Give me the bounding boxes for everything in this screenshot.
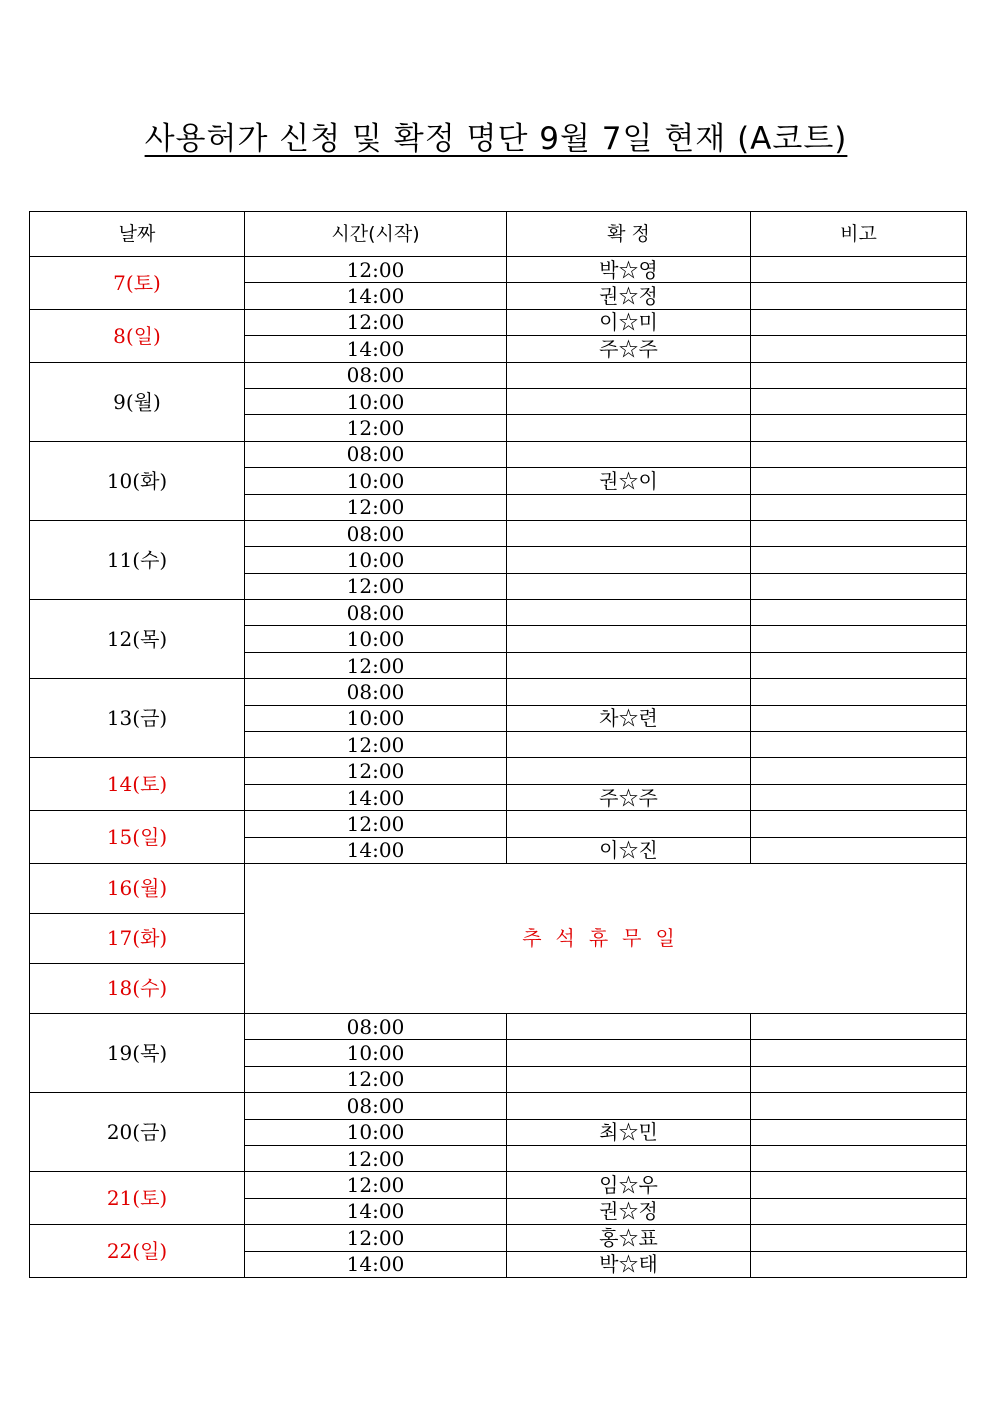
note-cell (751, 679, 967, 705)
note-cell (751, 573, 967, 599)
time-cell: 14:00 (245, 1251, 507, 1277)
slot-row (30, 309, 967, 335)
header-date: 날짜 (30, 212, 245, 257)
slot-row (30, 758, 967, 784)
confirmed-name-cell (507, 626, 751, 652)
confirmed-name-cell (507, 415, 751, 441)
note-cell (751, 758, 967, 784)
time-cell: 12:00 (245, 257, 507, 283)
time-cell: 14:00 (245, 336, 507, 362)
note-cell (751, 811, 967, 837)
time-cell: 12:00 (245, 758, 507, 784)
note-cell (751, 547, 967, 573)
confirmed-name-cell: 홍☆표 (507, 1225, 751, 1251)
confirmed-name-cell (507, 679, 751, 705)
slot-row (30, 600, 967, 626)
date-cell: 12(목) (30, 600, 245, 679)
note-cell (751, 415, 967, 441)
time-cell: 14:00 (245, 283, 507, 309)
time-cell: 08:00 (245, 441, 507, 467)
slot-row (30, 362, 967, 388)
confirmed-name-cell: 권☆이 (507, 468, 751, 494)
confirmed-name-cell (507, 362, 751, 388)
date-cell: 18(수) (30, 963, 245, 1013)
slot-row (30, 520, 967, 546)
time-cell: 14:00 (245, 837, 507, 863)
confirmed-name-cell: 권☆정 (507, 1198, 751, 1224)
time-cell: 10:00 (245, 1040, 507, 1066)
confirmed-name-cell (507, 1040, 751, 1066)
header-note: 비고 (751, 212, 967, 257)
time-cell: 12:00 (245, 415, 507, 441)
note-cell (751, 652, 967, 678)
confirmed-name-cell (507, 600, 751, 626)
slot-row (30, 1013, 967, 1039)
confirmed-name-cell (507, 547, 751, 573)
slot-row (30, 811, 967, 837)
note-cell (751, 1040, 967, 1066)
confirmed-name-cell (507, 494, 751, 520)
confirmed-name-cell (507, 1145, 751, 1171)
time-cell: 12:00 (245, 1145, 507, 1171)
date-cell: 9(월) (30, 362, 245, 441)
confirmed-name-cell (507, 520, 751, 546)
note-cell (751, 784, 967, 810)
note-cell (751, 1172, 967, 1198)
note-cell (751, 837, 967, 863)
note-cell (751, 600, 967, 626)
header-confirmed: 확 정 (507, 212, 751, 257)
note-cell (751, 388, 967, 414)
holiday-text: 추석휴무일 (522, 926, 689, 951)
date-cell: 16(월) (30, 863, 245, 913)
confirmed-name-cell: 주☆주 (507, 784, 751, 810)
time-cell: 08:00 (245, 1093, 507, 1119)
date-cell: 21(토) (30, 1172, 245, 1225)
time-cell: 10:00 (245, 626, 507, 652)
slot-row (30, 1172, 967, 1198)
time-cell: 12:00 (245, 1225, 507, 1251)
note-cell (751, 705, 967, 731)
note-cell (751, 441, 967, 467)
note-cell (751, 468, 967, 494)
time-cell: 14:00 (245, 1198, 507, 1224)
slot-row (30, 257, 967, 283)
time-cell: 12:00 (245, 309, 507, 335)
time-cell: 12:00 (245, 811, 507, 837)
note-cell (751, 1066, 967, 1092)
date-cell: 22(일) (30, 1225, 245, 1278)
time-cell: 10:00 (245, 1119, 507, 1145)
slot-row (30, 679, 967, 705)
time-cell: 08:00 (245, 362, 507, 388)
time-cell: 10:00 (245, 705, 507, 731)
date-cell: 17(화) (30, 913, 245, 963)
time-cell: 12:00 (245, 573, 507, 599)
confirmed-name-cell (507, 1093, 751, 1119)
note-cell (751, 1251, 967, 1277)
date-cell: 13(금) (30, 679, 245, 758)
header-row (30, 212, 967, 257)
time-cell: 12:00 (245, 1172, 507, 1198)
confirmed-name-cell: 이☆미 (507, 309, 751, 335)
time-cell: 10:00 (245, 547, 507, 573)
confirmed-name-cell (507, 441, 751, 467)
confirmed-name-cell: 권☆정 (507, 283, 751, 309)
schedule-body (30, 257, 967, 1278)
holiday-label (245, 863, 967, 1013)
time-cell: 08:00 (245, 520, 507, 546)
confirmed-name-cell (507, 1066, 751, 1092)
confirmed-name-cell (507, 1013, 751, 1039)
confirmed-name-cell: 임☆우 (507, 1172, 751, 1198)
date-cell: 15(일) (30, 811, 245, 864)
time-cell: 08:00 (245, 1013, 507, 1039)
note-cell (751, 1013, 967, 1039)
confirmed-name-cell (507, 573, 751, 599)
date-cell: 19(목) (30, 1013, 245, 1092)
time-cell: 10:00 (245, 468, 507, 494)
time-cell: 12:00 (245, 652, 507, 678)
page-title: 사용허가 신청 및 확정 명단 9월 7일 현재 (A코트) (144, 121, 848, 157)
note-cell (751, 520, 967, 546)
confirmed-name-cell (507, 811, 751, 837)
date-cell: 20(금) (30, 1093, 245, 1172)
time-cell: 12:00 (245, 732, 507, 758)
confirmed-name-cell (507, 732, 751, 758)
note-cell (751, 1119, 967, 1145)
time-cell: 12:00 (245, 494, 507, 520)
date-cell: 7(토) (30, 257, 245, 310)
slot-row (30, 1093, 967, 1119)
confirmed-name-cell: 박☆영 (507, 257, 751, 283)
date-cell: 10(화) (30, 441, 245, 520)
slot-row (30, 1225, 967, 1251)
note-cell (751, 1198, 967, 1224)
time-cell: 12:00 (245, 1066, 507, 1092)
slot-row (30, 441, 967, 467)
confirmed-name-cell: 차☆련 (507, 705, 751, 731)
note-cell (751, 494, 967, 520)
confirmed-name-cell: 주☆주 (507, 336, 751, 362)
confirmed-name-cell (507, 652, 751, 678)
holiday-row (30, 863, 967, 913)
time-cell: 14:00 (245, 784, 507, 810)
note-cell (751, 257, 967, 283)
confirmed-name-cell (507, 758, 751, 784)
note-cell (751, 362, 967, 388)
note-cell (751, 309, 967, 335)
time-cell: 10:00 (245, 388, 507, 414)
note-cell (751, 283, 967, 309)
note-cell (751, 732, 967, 758)
date-cell: 8(일) (30, 309, 245, 362)
confirmed-name-cell (507, 388, 751, 414)
date-cell: 11(수) (30, 520, 245, 599)
note-cell (751, 626, 967, 652)
confirmed-name-cell: 최☆민 (507, 1119, 751, 1145)
time-cell: 08:00 (245, 679, 507, 705)
confirmed-name-cell: 박☆태 (507, 1251, 751, 1277)
schedule-table (29, 211, 967, 1278)
note-cell (751, 336, 967, 362)
header-time: 시간(시작) (245, 212, 507, 257)
note-cell (751, 1225, 967, 1251)
note-cell (751, 1145, 967, 1171)
date-cell: 14(토) (30, 758, 245, 811)
confirmed-name-cell: 이☆진 (507, 837, 751, 863)
time-cell: 08:00 (245, 600, 507, 626)
note-cell (751, 1093, 967, 1119)
